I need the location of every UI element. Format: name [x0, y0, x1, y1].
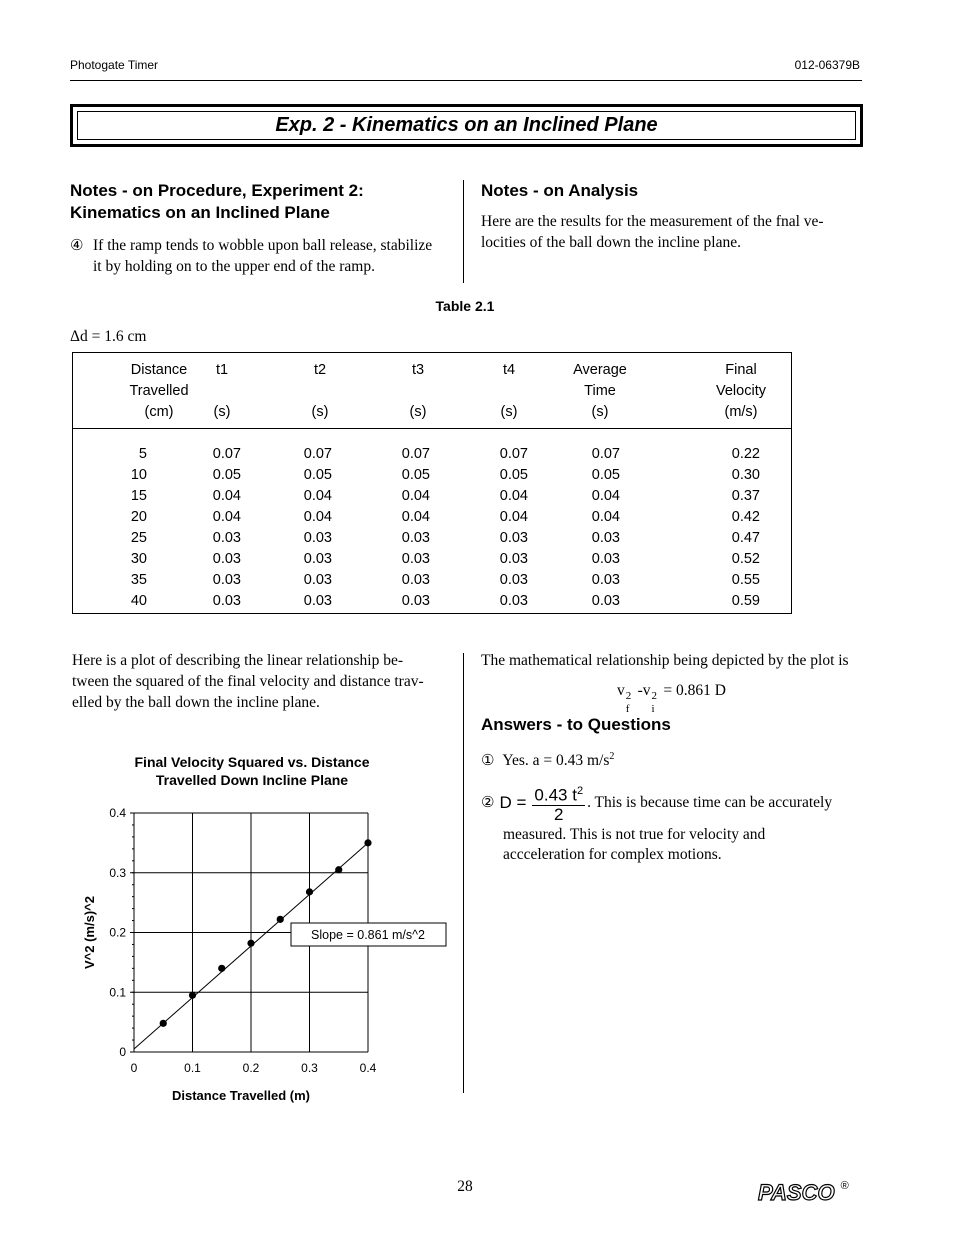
data-point: [247, 940, 254, 947]
running-header-title: Photogate Timer: [70, 58, 159, 72]
table-cell: 0.03: [591, 530, 620, 546]
data-point: [218, 965, 225, 972]
table-cell: 0.04: [212, 509, 241, 525]
table-cell: 0.03: [591, 593, 620, 609]
table-cell: 0.04: [499, 488, 528, 504]
velocity-squared-chart: [70, 745, 460, 1115]
table-cell: 0.04: [303, 488, 332, 504]
data-point: [189, 992, 196, 999]
table-cell: 0.03: [212, 572, 241, 588]
analysis-text: [481, 211, 881, 253]
x-tick-label: 0.3: [301, 1061, 318, 1075]
y-axis-label: V^2 (m/s)^2: [82, 896, 97, 969]
table-cell: 0.03: [401, 593, 430, 609]
eq-sub-i: i: [651, 703, 655, 715]
plot-description-line1: Here is a plot of describing the linear relationship be-: [72, 652, 403, 669]
table-cell: 0.52: [731, 551, 760, 567]
fraction-denominator: 2: [553, 804, 564, 824]
table-cell: 0.03: [401, 530, 430, 546]
table-cell: 0.05: [212, 467, 241, 483]
table-cell: 0.07: [303, 446, 332, 462]
answers-heading: Answers - to Questions: [481, 715, 671, 734]
procedure-note: [70, 235, 460, 277]
eq-rhs: = 0.861 D: [659, 682, 726, 699]
answer-2-text-line1: . This is because time can be accurately: [587, 794, 833, 812]
table-cell: 0.07: [499, 446, 528, 462]
data-point: [335, 866, 342, 873]
answer-2-fraction: [532, 782, 585, 824]
table-cell: 0.03: [212, 551, 241, 567]
table-header-divider: [72, 428, 792, 429]
table-cell: 0.47: [731, 530, 760, 546]
column-header-average-time: Average: [573, 362, 627, 378]
registered-mark: ®: [840, 1180, 849, 1192]
running-header-code: 012-06379B: [794, 58, 860, 72]
column-divider-top: [463, 180, 464, 283]
circled-number-1: ①: [481, 751, 495, 770]
table-cell: 25: [130, 530, 147, 546]
column-header-t2: (s): [311, 404, 329, 420]
plot-description: [72, 650, 457, 713]
eq-minus-v: -v: [633, 682, 651, 699]
table-cell: 0.03: [303, 530, 332, 546]
table-cell: 0.04: [303, 509, 332, 525]
column-header-t4: t4: [502, 362, 516, 378]
plot-description-line3: elled by the ball down the incline plane.: [72, 694, 320, 711]
analysis-heading: Notes - on Analysis: [481, 181, 639, 200]
plot-description-line2: tween the squared of the final velocity and distance trav-: [72, 673, 424, 690]
column-header-t3: t3: [411, 362, 425, 378]
column-header-t1: t1: [215, 362, 229, 378]
column-header-t2: t2: [313, 362, 327, 378]
data-point: [160, 1020, 167, 1027]
procedure-heading: [70, 180, 460, 224]
table-cell: 0.03: [591, 551, 620, 567]
logo-text: PASCO: [758, 1180, 835, 1205]
table-cell: 0.03: [499, 530, 528, 546]
table-cell: 0.03: [499, 572, 528, 588]
procedure-note-line2: it by holding on to the upper end of the ramp.: [93, 258, 375, 275]
column-divider-bottom: [463, 653, 464, 1093]
table-cell: 0.07: [591, 446, 620, 462]
y-tick-label: 0.3: [109, 865, 126, 880]
column-header-t3: (s): [409, 404, 427, 420]
answer-2-lhs: D =: [499, 793, 527, 813]
y-tick-label: 0.1: [109, 985, 126, 1000]
data-point: [364, 839, 371, 846]
chart-title: Final Velocity Squared vs. Distance: [134, 754, 370, 770]
table-cell: 0.42: [731, 509, 760, 525]
table-cell: 10: [130, 467, 147, 483]
table-cell: 0.04: [591, 488, 620, 504]
analysis-line2: locities of the ball down the incline plane.: [481, 234, 741, 251]
analysis-line1: Here are the results for the measurement of the fnal ve-: [481, 213, 824, 230]
table-cell: 0.03: [212, 530, 241, 546]
table-cell: 0.59: [731, 593, 760, 609]
x-tick-label: 0.1: [184, 1061, 201, 1075]
y-tick-label: 0.2: [109, 925, 126, 940]
table-cell: 5: [138, 446, 147, 462]
column-header-distance: Travelled: [129, 383, 189, 399]
page-number: 28: [457, 1178, 473, 1195]
column-header-distance: (cm): [144, 404, 174, 420]
answer-2: [481, 782, 832, 824]
math-equation: [617, 680, 726, 715]
chart-subtitle: Travelled Down Incline Plane: [155, 772, 349, 788]
data-point: [277, 916, 284, 923]
delta-d-label: Δd = 1.6 cm: [70, 328, 147, 345]
eq-sub-f: f: [625, 703, 630, 715]
table-caption: Table 2.1: [435, 298, 495, 314]
table-cell: 0.07: [212, 446, 241, 462]
table-cell: 0.03: [499, 551, 528, 567]
x-tick-label: 0.4: [359, 1061, 377, 1075]
table-cell: 40: [130, 593, 147, 609]
answer-1-text: Yes. a = 0.43 m/s: [502, 752, 610, 770]
column-header-average-time: Time: [584, 383, 616, 399]
header-divider: [70, 80, 862, 81]
slope-annotation: Slope = 0.861 m/s^2: [311, 928, 425, 942]
page-title: Exp. 2 - Kinematics on an Inclined Plane: [77, 111, 856, 140]
table-cell: 0.04: [212, 488, 241, 504]
table-cell: 0.03: [212, 593, 241, 609]
table-cell: 0.04: [401, 509, 430, 525]
procedure-heading-line1: Notes - on Procedure, Experiment 2:: [70, 181, 364, 200]
table-cell: 0.05: [499, 467, 528, 483]
table-cell: 0.37: [731, 488, 760, 504]
data-point: [306, 888, 313, 895]
fraction-numerator: 0.43 $t^2$: [532, 782, 585, 806]
table-cell: 0.03: [499, 593, 528, 609]
column-header-t1: (s): [213, 404, 231, 420]
table-cell: 0.22: [731, 446, 760, 462]
column-header-final-velocity: (m/s): [724, 404, 758, 420]
table-cell: 15: [130, 488, 147, 504]
table-cell: 0.05: [401, 467, 430, 483]
table-cell: 20: [130, 509, 147, 525]
y-tick-label: 0: [119, 1045, 126, 1059]
column-header-t4: (s): [500, 404, 518, 420]
eq-sup-i: 2: [651, 690, 658, 702]
math-intro: The mathematical relationship being depicted by the plot is: [481, 652, 849, 669]
table-cell: 0.04: [591, 509, 620, 525]
x-tick-label: 0.2: [242, 1061, 260, 1075]
table-cell: 0.05: [591, 467, 620, 483]
column-header-average-time: (s): [591, 404, 609, 420]
answer-2-text-line2: measured. This is not true for velocity and: [503, 826, 766, 843]
title-box: [70, 104, 863, 147]
table-cell: 0.07: [401, 446, 430, 462]
table-cell: 0.55: [731, 572, 760, 588]
column-header-distance: Distance: [130, 362, 188, 378]
column-header-final-velocity: Velocity: [716, 383, 766, 399]
procedure-note-line1: If the ramp tends to wobble upon ball release, stabilize: [93, 237, 433, 254]
x-axis-label: Distance Travelled (m): [172, 1088, 310, 1103]
x-tick-label: 0: [130, 1061, 138, 1075]
table-cell: 0.30: [731, 467, 760, 483]
table-cell: 30: [130, 551, 147, 567]
eq-v: v: [617, 682, 625, 699]
table-cell: 0.04: [401, 488, 430, 504]
table-cell: 0.03: [401, 551, 430, 567]
eq-sup-f: 2: [625, 690, 632, 702]
y-tick-label: 0.4: [109, 806, 126, 820]
table-cell: 0.03: [303, 593, 332, 609]
table-cell: 0.03: [303, 551, 332, 567]
answer-2-text-line3: accceleration for complex motions.: [503, 846, 722, 863]
column-header-final-velocity: Final: [725, 362, 757, 378]
answer-1: [481, 746, 614, 771]
table-cell: 0.03: [303, 572, 332, 588]
table-cell: 35: [130, 572, 147, 588]
table-cell: 0.03: [401, 572, 430, 588]
circled-number-4: ④: [70, 236, 84, 254]
table-cell: 0.04: [499, 509, 528, 525]
answer-1-sup: 2: [609, 751, 615, 762]
table-cell: 0.03: [591, 572, 620, 588]
pasco-logo: [758, 1180, 849, 1206]
circled-number-2: ②: [481, 793, 495, 812]
table-cell: 0.05: [303, 467, 332, 483]
procedure-heading-line2: Kinematics on an Inclined Plane: [70, 203, 330, 222]
